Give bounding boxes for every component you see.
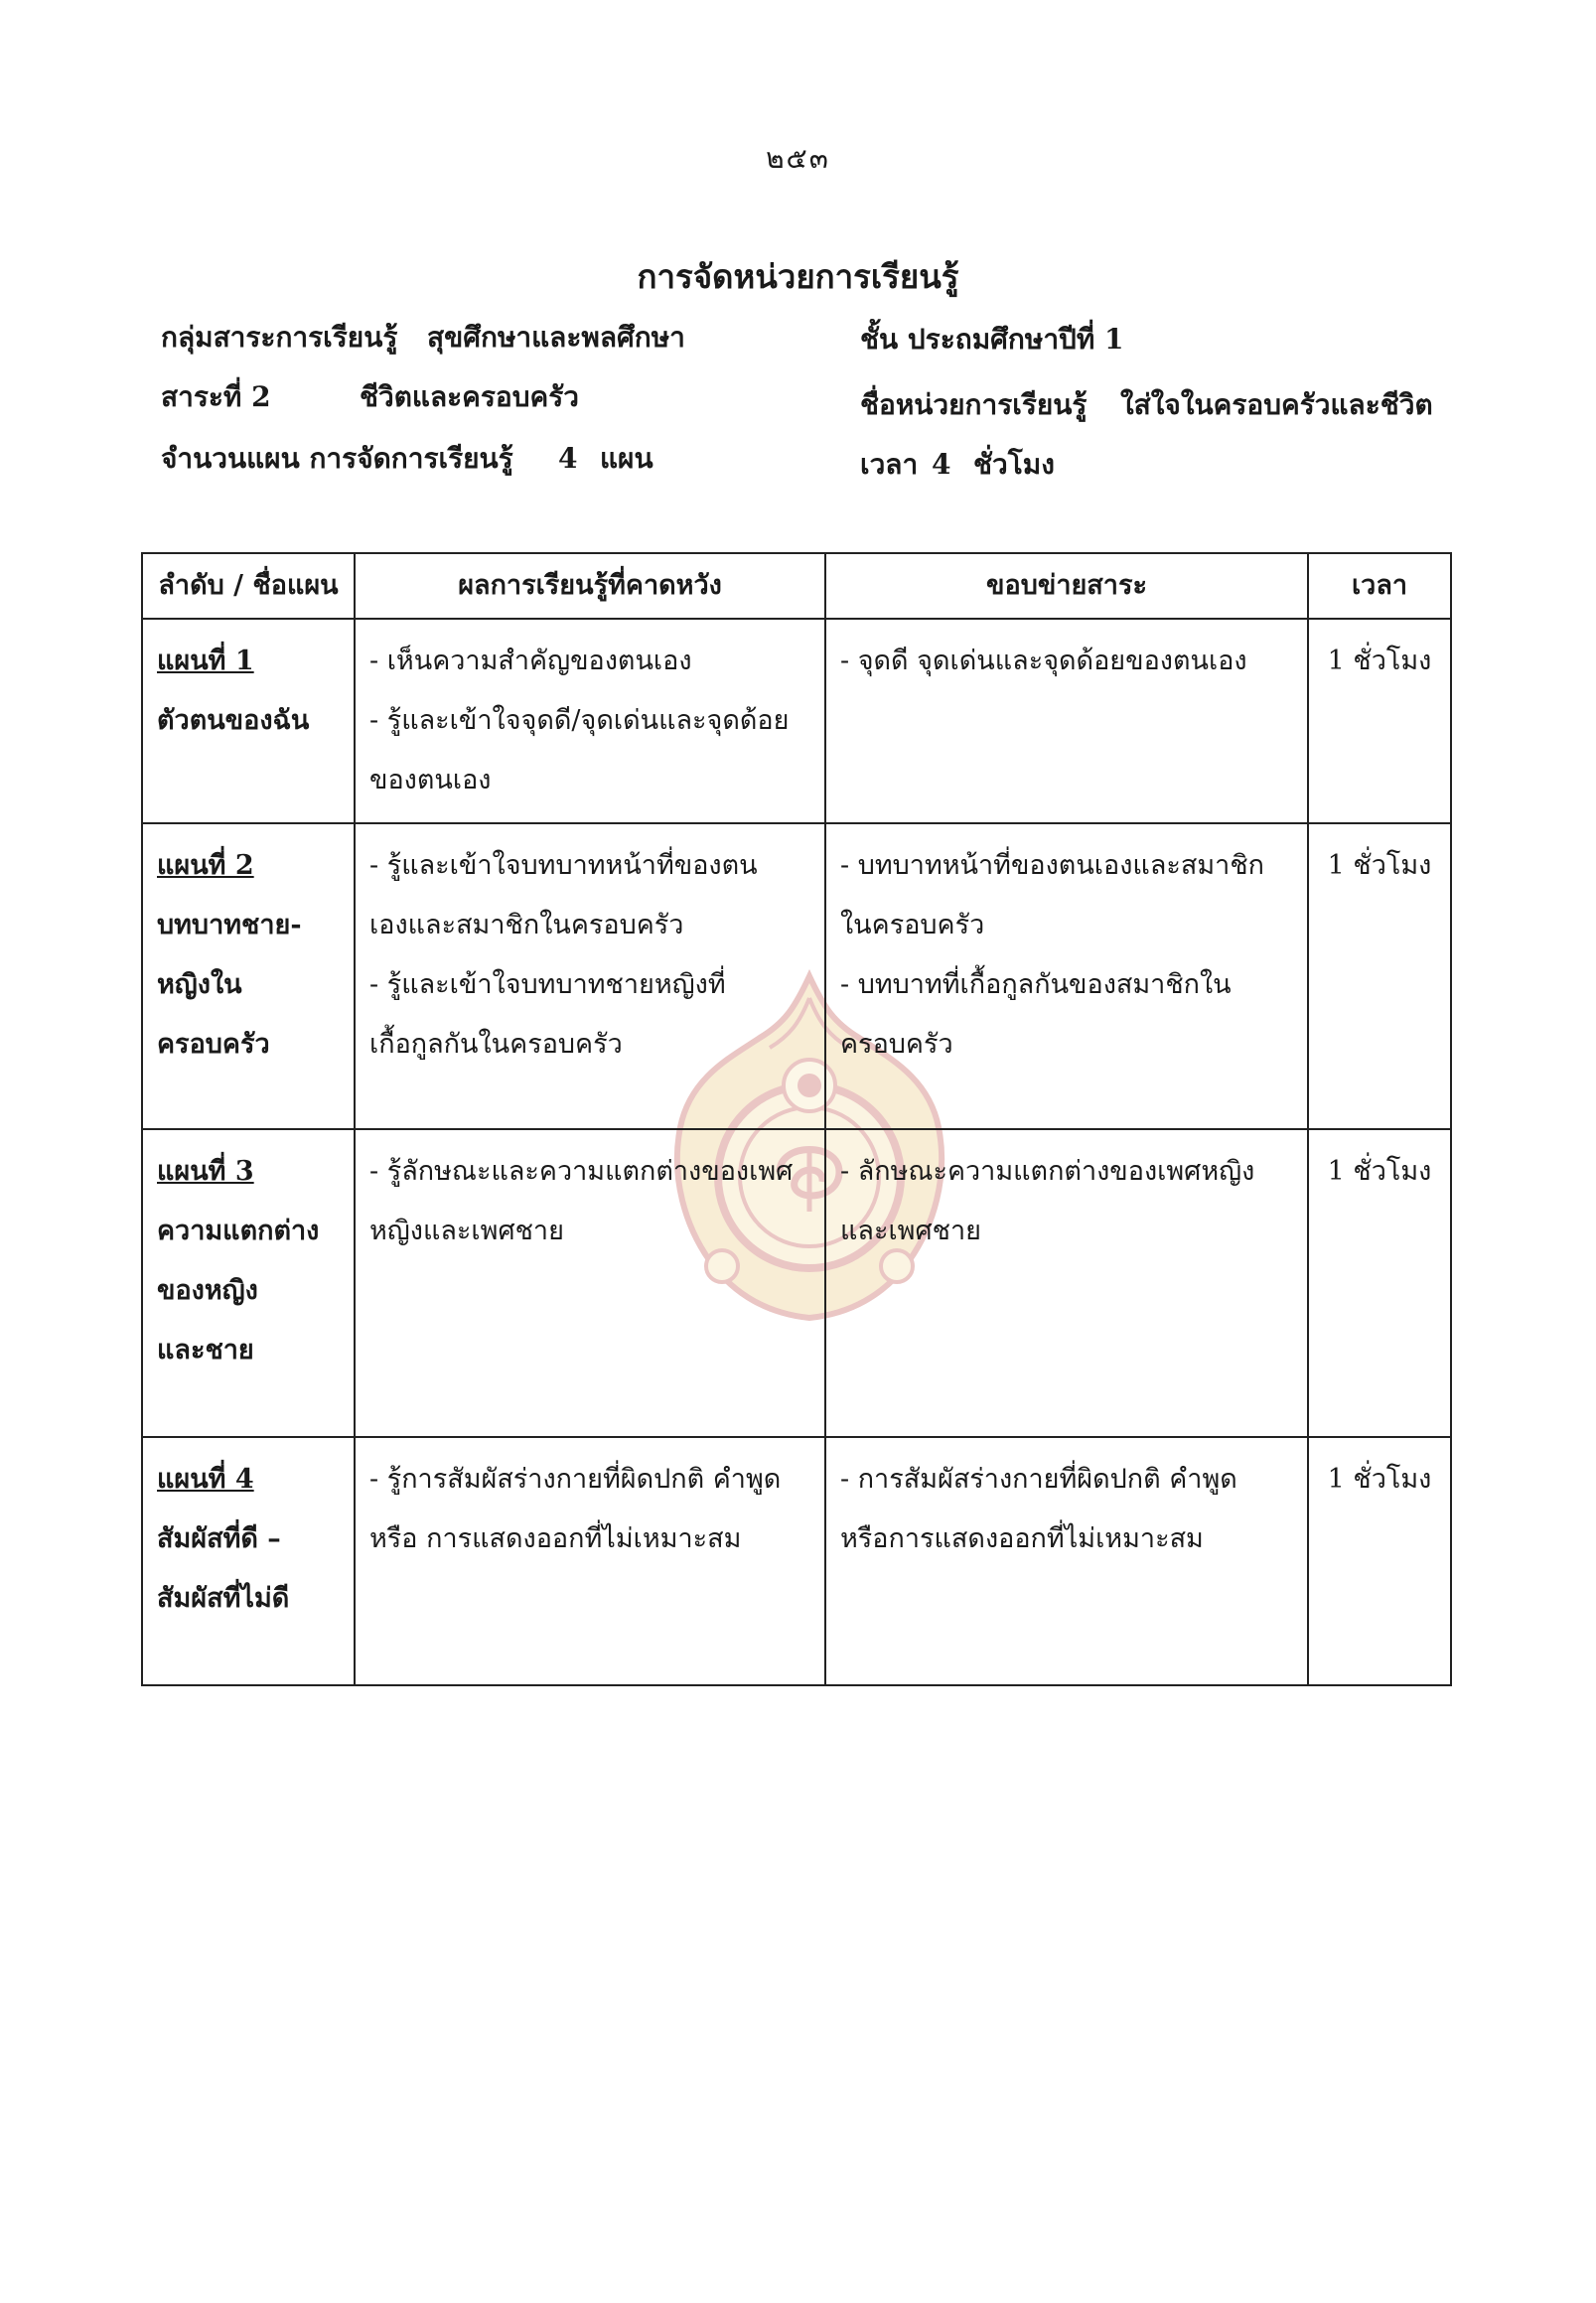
plan-cell [142,1129,355,1437]
time-cell: 1 ชั่วโมง [1308,1129,1451,1437]
subject-group-label: กลุ่มสาระการเรียนรู้ [161,321,398,354]
scope-cell [825,1437,1308,1685]
plan-name-line: บทบาทชาย- [157,910,302,940]
outcome-line: เองและสมาชิกในครอบครัว [369,910,684,940]
learning-units-table [141,552,1452,1686]
subject-group-line [161,316,685,360]
time-line [860,443,1055,487]
outcome-line: - เห็นความสำคัญของตนเอง [369,646,692,676]
plan-cell [142,1437,355,1685]
scope-line: หรือการแสดงออกที่ไม่เหมาะสม [840,1523,1204,1554]
header-plan: ลำดับ / ชื่อแผน [142,553,355,619]
unit-label: ชื่อหน่วยการเรียนรู้ [860,388,1088,421]
outcome-line: - รู้และเข้าใจบทบาทชายหญิงที่ [369,969,726,1000]
time-cell: 1 ชั่วโมง [1308,823,1451,1129]
plan-cell [142,619,355,823]
outcome-line: เกื้อกูลกันในครอบครัว [369,1029,623,1060]
outcomes-cell [355,823,825,1129]
grade-value: ชั้น ประถมศึกษาปีที่ 1 [860,323,1124,356]
outcomes-cell [355,1437,825,1685]
table-row [142,1437,1451,1685]
plan-name-line: ตัวตนของฉัน [157,705,310,736]
page-number: ๒๕๓ [766,142,830,175]
time-count: 4 [932,448,951,481]
plan-number: แผนที่ 4 [157,1464,254,1495]
plans-count: 4 [558,442,578,475]
scope-line: และเพศชาย [840,1216,981,1246]
plan-name-line: สัมผัสที่ดี – [157,1523,281,1554]
plan-name-line: และชาย [157,1335,254,1366]
scope-cell [825,1129,1308,1437]
plan-name-line: หญิงใน [157,969,242,1000]
table-row [142,823,1451,1129]
outcome-line: - รู้ลักษณะและความแตกต่างของเพศ [369,1156,794,1187]
outcome-line: - รู้และเข้าใจบทบาทหน้าที่ของตน [369,850,758,881]
plan-number: แผนที่ 1 [157,646,254,676]
plan-name-line: สัมผัสที่ไม่ดี [157,1583,290,1614]
outcomes-cell [355,1129,825,1437]
scope-line: - ลักษณะความแตกต่างของเพศหญิง [840,1156,1255,1187]
plan-name-line: ครอบครัว [157,1029,270,1060]
plan-number: แผนที่ 3 [157,1156,254,1187]
plan-name-line: ความแตกต่าง [157,1216,320,1246]
document-title: การจัดหน่วยการเรียนรู้ [637,257,959,296]
scope-cell [825,619,1308,823]
scope-line: - บทบาทหน้าที่ของตนเองและสมาชิก [840,850,1264,881]
scope-cell [825,823,1308,1129]
plan-number: แผนที่ 2 [157,850,254,881]
outcome-line: - รู้การสัมผัสร่างกายที่ผิดปกติ คำพูด [369,1464,782,1495]
header-time: เวลา [1308,553,1451,619]
outcome-line: หญิงและเพศชาย [369,1216,564,1246]
plans-label: จำนวนแผน การจัดการเรียนรู้ [161,442,513,475]
plan-cell [142,823,355,1129]
scope-line: - บทบาทที่เกื้อกูลกันของสมาชิกใน [840,969,1232,1000]
subject-group-value: สุขศึกษาและพลศึกษา [427,321,685,354]
strand-label: สาระที่ 2 [161,380,271,413]
plans-line [161,437,653,481]
unit-value: ใส่ใจในครอบครัวและชีวิต [1120,388,1433,421]
scope-line: - จุดดี จุดเด่นและจุดด้อยของตนเอง [840,646,1247,676]
strand-line [161,375,579,419]
outcome-line: หรือ การแสดงออกที่ไม่เหมาะสม [369,1523,742,1554]
time-cell: 1 ชั่วโมง [1308,1437,1451,1685]
outcome-line: - รู้และเข้าใจจุดดี/จุดเด่นและจุดด้อย [369,705,790,736]
plan-name-line: ของหญิง [157,1275,258,1306]
header-outcomes: ผลการเรียนรู้ที่คาดหวัง [355,553,825,619]
strand-value: ชีวิตและครอบครัว [360,380,580,413]
scope-line: - การสัมผัสร่างกายที่ผิดปกติ คำพูด [840,1464,1237,1495]
outcome-line: ของตนเอง [369,765,492,795]
time-label: เวลา [860,448,919,481]
time-unit: ชั่วโมง [973,448,1055,481]
scope-line: ครอบครัว [840,1029,953,1060]
grade-line [860,318,1124,361]
table-row [142,1129,1451,1437]
table-header-row [142,553,1451,619]
table-row [142,619,1451,823]
time-cell: 1 ชั่วโมง [1308,619,1451,823]
outcomes-cell [355,619,825,823]
plans-unit: แผน [600,442,653,475]
header-scope: ขอบข่ายสาระ [825,553,1308,619]
scope-line: ในครอบครัว [840,910,985,940]
unit-line [860,383,1433,427]
